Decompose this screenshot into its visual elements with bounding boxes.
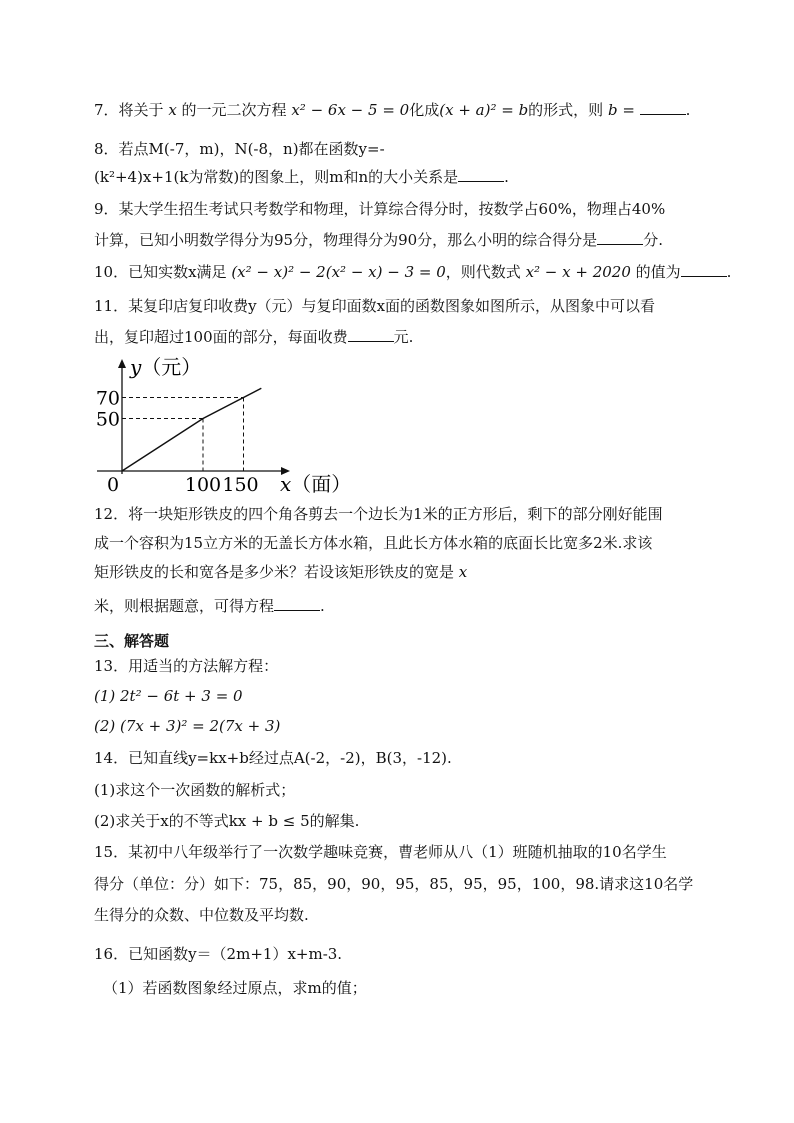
question-9-line-2 [94, 230, 663, 250]
y-axis-label: y（元） [130, 355, 202, 379]
q10-text: 10．已知实数x满足 [94, 263, 232, 281]
question-12-line-3 [94, 562, 467, 582]
x-tick-label: 0 [106, 474, 120, 496]
q9-text: 计算，已知小明数学得分为95分，物理得分为90分，那么小明的综合得分是 [94, 231, 598, 249]
question-15-line-3: 生得分的众数、中位数及平均数. [94, 906, 309, 924]
q7-end: . [685, 101, 691, 119]
q10-expression: x² − x + 2020 [525, 263, 631, 281]
q7-text-3: 化成 [409, 101, 440, 119]
q13-equation-2: (2) (7x + 3)² = 2(7x + 3) [94, 717, 281, 735]
q8-text: (k²+4)x+1(k为常数)的图象上，则m和n的大小关系是 [94, 168, 459, 186]
q7-text-2: 的一元二次方程 [176, 101, 292, 119]
q12-var-x: x [458, 563, 468, 581]
question-12-line-1: 12．将一块矩形铁皮的四个角各剪去一个边长为1米的正方形后，剩下的部分刚好能围 [94, 505, 663, 523]
question-14-line-1: 14．已知直线y=kx+b经过点A(-2，-2)，B(3，-12). [94, 749, 452, 767]
q7-var-b: b [607, 101, 618, 119]
price-graph [92, 350, 352, 500]
q12-text-2: 米，则根据题意，可得方程 [94, 597, 275, 615]
question-12-line-2: 成一个容积为15立方米的无盖长方体水箱，且此长方体水箱的底面长比宽多2米.求该 [94, 534, 653, 552]
y-axis-arrow [118, 359, 126, 368]
q8-end: . [504, 168, 509, 186]
question-12-line-4 [94, 596, 325, 616]
q10-text-3: 的值为 [630, 263, 681, 281]
q10-text-2: ，则代数式 [445, 263, 526, 281]
q7-text: 7．将关于 [94, 101, 169, 119]
question-16-line-1: 16．已知函数y＝（2m+1）x+m-3. [94, 945, 343, 963]
x-tick-label: 150 [222, 474, 259, 496]
question-14-part-1: (1)求这个一次函数的解析式； [94, 781, 296, 799]
x-axis-label: x（面） [280, 472, 352, 496]
question-11-line-1: 11．某复印店复印收费y（元）与复印面数x面的函数图象如图所示，从图象中可以看 [94, 297, 656, 315]
question-14-part-2: (2)求关于x的不等式kx + b ≤ 5的解集. [94, 812, 360, 830]
q10-end: . [726, 263, 732, 281]
q7-form: (x + a)² = b [439, 101, 529, 119]
q12-text: 矩形铁皮的长和宽各是多少米？若设该矩形铁皮的宽是 [94, 563, 459, 581]
section-heading: 三、解答题 [94, 632, 170, 650]
question-9-line-1: 9．某大学生招生考试只考数学和物理，计算综合得分时，按数学占60%，物理占40% [94, 200, 666, 218]
question-13-line-1: 13．用适当的方法解方程： [94, 657, 279, 675]
answer-blank[interactable] [274, 596, 320, 611]
y-tick-label: 50 [95, 408, 120, 431]
answer-blank[interactable] [597, 230, 643, 245]
answer-blank[interactable] [458, 167, 504, 182]
question-7 [94, 100, 690, 120]
question-15-line-2: 得分（单位：分）如下：75，85，90，90，95，85，95，95，100，98.请求这10名学 [94, 875, 694, 893]
q7-text-4: 的形式，则 [528, 101, 608, 119]
question-13-part-1 [94, 686, 243, 706]
answer-blank[interactable] [640, 100, 686, 115]
series-line [122, 388, 261, 471]
q11-end: 元. [393, 328, 414, 346]
q12-end: . [320, 597, 325, 615]
answer-blank[interactable] [681, 262, 727, 277]
q7-equals: = [617, 101, 640, 119]
question-8-line-1: 8．若点M(-7，m)，N(-8，n)都在函数y=- [94, 140, 385, 158]
x-tick-label: 100 [184, 474, 222, 496]
q11-text: 出，复印超过100面的部分，每面收费 [94, 328, 348, 346]
question-11-line-2 [94, 327, 413, 347]
question-16-part-1: （1）若函数图象经过原点，求m的值； [103, 979, 367, 997]
q10-equation: (x² − x)² − 2(x² − x) − 3 = 0 [231, 263, 446, 281]
question-13-part-2 [94, 716, 280, 736]
question-10 [94, 262, 731, 282]
q13-equation-1: (1) 2t² − 6t + 3 = 0 [94, 687, 243, 705]
y-tick-label: 70 [95, 387, 120, 410]
q7-var-x: x [168, 101, 177, 119]
q9-end: 分. [643, 231, 663, 249]
q7-equation: x² − 6x − 5 = 0 [291, 101, 410, 119]
answer-blank[interactable] [348, 327, 394, 342]
question-8-line-2 [94, 167, 509, 187]
question-15-line-1: 15．某初中八年级举行了一次数学趣味竞赛，曹老师从八（1）班随机抽取的10名学生 [94, 843, 667, 861]
